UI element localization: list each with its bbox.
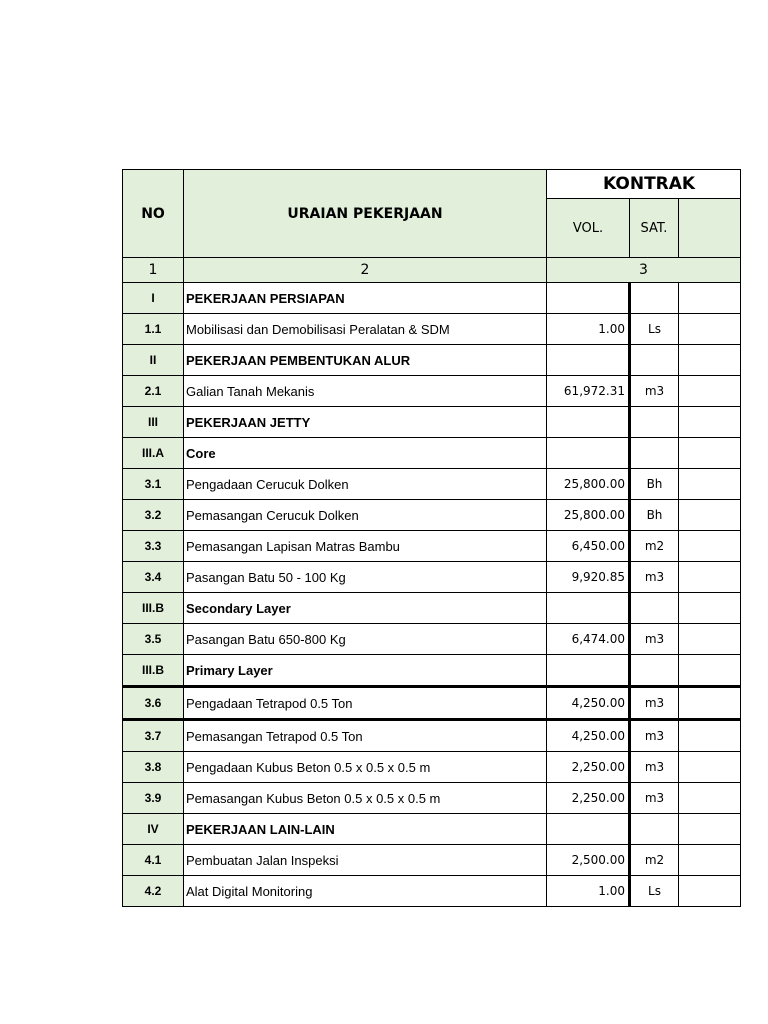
item-volume: 2,500.00 <box>547 845 630 876</box>
item-volume: 25,800.00 <box>547 500 630 531</box>
item-volume: 25,800.00 <box>547 469 630 500</box>
item-number: 4.1 <box>123 845 184 876</box>
item-description: Pemasangan Tetrapod 0.5 Ton <box>184 720 547 752</box>
header-row-top <box>123 170 741 199</box>
item-description: Mobilisasi dan Demobilisasi Peralatan & SDM <box>184 314 547 345</box>
item-row <box>123 752 741 783</box>
item-extra <box>679 845 741 876</box>
item-unit <box>630 345 679 376</box>
item-number: 3.9 <box>123 783 184 814</box>
item-extra <box>679 345 741 376</box>
section-row <box>123 345 741 376</box>
header-unit: SAT. <box>630 199 679 258</box>
item-extra <box>679 655 741 687</box>
item-extra <box>679 376 741 407</box>
item-number: III.A <box>123 438 184 469</box>
item-extra <box>679 314 741 345</box>
item-volume <box>547 655 630 687</box>
item-unit <box>630 593 679 624</box>
item-extra <box>679 562 741 593</box>
item-unit: m2 <box>630 845 679 876</box>
item-extra <box>679 469 741 500</box>
item-description: Pemasangan Lapisan Matras Bambu <box>184 531 547 562</box>
item-row <box>123 720 741 752</box>
item-row <box>123 562 741 593</box>
header-volume: VOL. <box>547 199 630 258</box>
item-extra <box>679 720 741 752</box>
item-volume <box>547 593 630 624</box>
item-number: 3.3 <box>123 531 184 562</box>
item-description: Pengadaan Kubus Beton 0.5 x 0.5 x 0.5 m <box>184 752 547 783</box>
item-description: PEKERJAAN LAIN-LAIN <box>184 814 547 845</box>
header-description: URAIAN PEKERJAAN <box>184 170 547 258</box>
item-row <box>123 314 741 345</box>
item-unit: m3 <box>630 562 679 593</box>
item-description: PEKERJAAN JETTY <box>184 407 547 438</box>
item-extra <box>679 283 741 314</box>
section-row <box>123 283 741 314</box>
item-number: I <box>123 283 184 314</box>
item-unit: m3 <box>630 752 679 783</box>
column-number-no: 1 <box>123 258 184 283</box>
item-number: II <box>123 345 184 376</box>
item-number: 3.2 <box>123 500 184 531</box>
section-row <box>123 655 741 687</box>
item-description: Alat Digital Monitoring <box>184 876 547 907</box>
item-description: Pemasangan Kubus Beton 0.5 x 0.5 x 0.5 m <box>184 783 547 814</box>
item-unit: m2 <box>630 531 679 562</box>
item-row <box>123 500 741 531</box>
item-unit: m3 <box>630 624 679 655</box>
item-description: Pengadaan Cerucuk Dolken <box>184 469 547 500</box>
header-contract-group: KONTRAK <box>547 170 741 199</box>
section-row <box>123 407 741 438</box>
item-volume: 2,250.00 <box>547 783 630 814</box>
item-description: PEKERJAAN PEMBENTUKAN ALUR <box>184 345 547 376</box>
item-number: 3.8 <box>123 752 184 783</box>
item-extra <box>679 438 741 469</box>
item-number: 3.6 <box>123 687 184 720</box>
item-unit: Ls <box>630 876 679 907</box>
item-number: III.B <box>123 593 184 624</box>
item-extra <box>679 407 741 438</box>
section-row <box>123 438 741 469</box>
item-row <box>123 687 741 720</box>
item-extra <box>679 783 741 814</box>
item-extra <box>679 531 741 562</box>
item-row <box>123 469 741 500</box>
item-description: Core <box>184 438 547 469</box>
section-row <box>123 593 741 624</box>
item-unit: m3 <box>630 687 679 720</box>
item-number: 1.1 <box>123 314 184 345</box>
item-number: 3.5 <box>123 624 184 655</box>
item-unit: Ls <box>630 314 679 345</box>
item-volume <box>547 345 630 376</box>
item-volume: 6,474.00 <box>547 624 630 655</box>
item-row <box>123 531 741 562</box>
item-description: Pengadaan Tetrapod 0.5 Ton <box>184 687 547 720</box>
item-number: 3.1 <box>123 469 184 500</box>
item-unit <box>630 407 679 438</box>
item-extra <box>679 593 741 624</box>
item-volume: 9,920.85 <box>547 562 630 593</box>
item-description: Galian Tanah Mekanis <box>184 376 547 407</box>
item-volume <box>547 814 630 845</box>
item-extra <box>679 687 741 720</box>
bill-of-quantities-table <box>122 169 741 907</box>
item-description: Pasangan Batu 650-800 Kg <box>184 624 547 655</box>
item-volume <box>547 283 630 314</box>
item-volume: 4,250.00 <box>547 687 630 720</box>
item-volume: 1.00 <box>547 314 630 345</box>
item-extra <box>679 752 741 783</box>
item-volume <box>547 407 630 438</box>
item-unit <box>630 655 679 687</box>
item-extra <box>679 814 741 845</box>
item-volume <box>547 438 630 469</box>
item-extra <box>679 624 741 655</box>
item-number: 4.2 <box>123 876 184 907</box>
item-number: 2.1 <box>123 376 184 407</box>
item-description: Primary Layer <box>184 655 547 687</box>
item-description: Pemasangan Cerucuk Dolken <box>184 500 547 531</box>
spreadsheet-viewport <box>122 169 696 926</box>
item-volume: 6,450.00 <box>547 531 630 562</box>
item-unit <box>630 283 679 314</box>
item-unit <box>630 438 679 469</box>
item-row <box>123 845 741 876</box>
item-row <box>123 624 741 655</box>
item-unit: m3 <box>630 376 679 407</box>
column-number-desc: 2 <box>184 258 547 283</box>
item-volume: 2,250.00 <box>547 752 630 783</box>
header-no: NO <box>123 170 184 258</box>
item-number: 3.7 <box>123 720 184 752</box>
section-row <box>123 814 741 845</box>
item-number: III <box>123 407 184 438</box>
item-description: PEKERJAAN PERSIAPAN <box>184 283 547 314</box>
column-number-vol: 3 <box>547 258 741 283</box>
item-row <box>123 783 741 814</box>
item-number: 3.4 <box>123 562 184 593</box>
item-unit: m3 <box>630 720 679 752</box>
item-unit: Bh <box>630 469 679 500</box>
item-extra <box>679 876 741 907</box>
item-description: Secondary Layer <box>184 593 547 624</box>
item-unit <box>630 814 679 845</box>
item-row <box>123 876 741 907</box>
header-extra <box>679 199 741 258</box>
item-volume: 61,972.31 <box>547 376 630 407</box>
item-number: IV <box>123 814 184 845</box>
item-row <box>123 376 741 407</box>
item-number: III.B <box>123 655 184 687</box>
item-unit: m3 <box>630 783 679 814</box>
item-description: Pembuatan Jalan Inspeksi <box>184 845 547 876</box>
item-volume: 1.00 <box>547 876 630 907</box>
column-number-row <box>123 258 741 283</box>
item-extra <box>679 500 741 531</box>
item-volume: 4,250.00 <box>547 720 630 752</box>
item-description: Pasangan Batu 50 - 100 Kg <box>184 562 547 593</box>
item-unit: Bh <box>630 500 679 531</box>
